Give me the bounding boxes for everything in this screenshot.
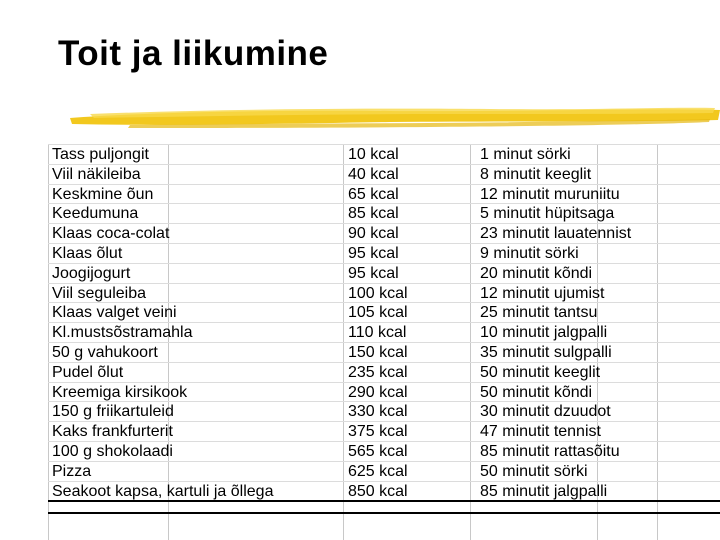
activity-cell: 50 minutit sörki: [480, 462, 588, 480]
kcal-cell: 100 kcal: [348, 284, 408, 302]
food-cell: Pudel õlut: [52, 363, 124, 381]
activity-cell: 85 minutit jalgpalli: [480, 482, 608, 500]
activity-cell: 50 minutit kõndi: [480, 383, 593, 401]
food-cell: Viil seguleiba: [52, 284, 146, 302]
kcal-cell: 290 kcal: [348, 383, 408, 401]
food-cell: Seakoot kapsa, kartuli ja õllega: [52, 482, 274, 500]
activity-cell: 35 minutit sulgpalli: [480, 344, 612, 361]
activity-cell: 85 minutit rattasõitu: [480, 443, 620, 460]
activity-cell: 30 minutit dzuudot: [480, 403, 611, 421]
activity-cell: 12 minutit ujumist: [480, 284, 605, 302]
food-cell: Klaas coca-colat: [52, 225, 170, 243]
activity-cell: 23 minutit lauatennist: [480, 225, 632, 243]
table-bottom-rule: [48, 512, 720, 514]
food-cell: 50 g vahukoort: [52, 344, 158, 361]
kcal-cell: 90 kcal: [348, 225, 399, 243]
food-cell: Keskmine õun: [52, 185, 154, 203]
activity-cell: 5 minutit hüpitsaga: [480, 205, 615, 223]
kcal-cell: 95 kcal: [348, 245, 399, 262]
kcal-cell: 10 kcal: [348, 146, 399, 163]
food-cell: Klaas õlut: [52, 245, 123, 262]
activity-cell: 10 minutit jalgpalli: [480, 324, 608, 342]
slide-title: Toit ja liikumine: [58, 34, 329, 73]
kcal-cell: 625 kcal: [348, 462, 408, 480]
food-cell: Kl.mustsõstramahla: [52, 324, 193, 342]
food-cell: Viil näkileiba: [52, 165, 141, 183]
food-cell: Kreemiga kirsikook: [52, 383, 188, 401]
kcal-cell: 235 kcal: [348, 363, 408, 381]
food-cell: 150 g friikartuleid: [52, 403, 174, 421]
food-cell: Joogijogurt: [52, 264, 131, 282]
kcal-cell: 375 kcal: [348, 423, 408, 441]
activity-cell: 12 minutit muruniitu: [480, 185, 620, 203]
kcal-cell: 330 kcal: [348, 403, 408, 421]
kcal-cell: 850 kcal: [348, 482, 408, 500]
kcal-cell: 65 kcal: [348, 185, 399, 203]
kcal-cell: 85 kcal: [348, 205, 399, 223]
activity-cell: 25 minutit tantsu: [480, 304, 598, 322]
kcal-cell: 565 kcal: [348, 443, 408, 460]
kcal-cell: 105 kcal: [348, 304, 408, 322]
kcal-cell: 150 kcal: [348, 344, 408, 361]
food-cell: Klaas valget veini: [52, 304, 177, 322]
food-cell: Keedumuna: [52, 205, 139, 223]
activity-cell: 50 minutit keeglit: [480, 363, 601, 381]
kcal-cell: 110 kcal: [348, 324, 407, 342]
kcal-cell: 40 kcal: [348, 165, 399, 183]
activity-cell: 9 minutit sörki: [480, 245, 579, 262]
food-cell: 100 g shokolaadi: [52, 443, 173, 460]
activity-cell: 1 minut sörki: [480, 146, 571, 163]
activity-cell: 47 minutit tennist: [480, 423, 601, 441]
kcal-cell: 95 kcal: [348, 264, 399, 282]
food-cell: Tass puljongit: [52, 146, 149, 163]
activity-cell: 8 minutit keeglit: [480, 165, 592, 183]
activity-cell: 20 minutit kõndi: [480, 264, 593, 282]
food-cell: Kaks frankfurterit: [52, 423, 173, 441]
food-cell: Pizza: [52, 462, 92, 480]
